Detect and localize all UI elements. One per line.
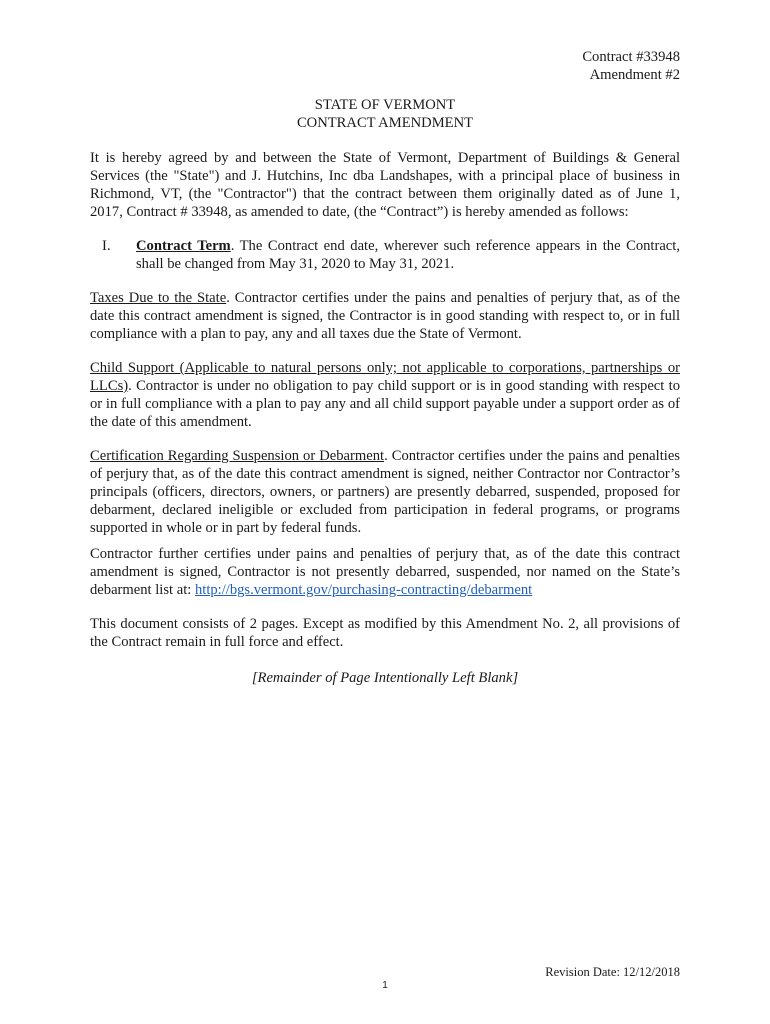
child-support-heading: Child Support (Applicable to natural persons only; not applicable to corporations, partnerships or LLCs) — [90, 360, 680, 394]
contract-number: Contract #33948 — [582, 49, 680, 65]
document-page — [90, 48, 680, 687]
page-number: 1 — [382, 980, 388, 991]
child-support-text: . Contractor is under no obligation to pay child support or is in good standing with respect to or in full compliance with a plan to pay any and all child support payable under a support order as of the date of this amendment. — [90, 378, 680, 430]
further-certification-paragraph — [90, 545, 680, 599]
revision-date: Revision Date: 12/12/2018 — [545, 965, 680, 979]
debarment-heading: Certification Regarding Suspension or Debarment — [90, 448, 385, 464]
taxes-text: . Contractor certifies under the pains and penalties of perjury that, as of the date this contract amendment is signed, the Contractor is in good standing with respect to, or in full compliance with a plan to pay, any and all taxes due the State of Vermont. — [90, 290, 680, 342]
item-heading: Contract Term — [136, 238, 231, 254]
remainder-note: [Remainder of Page Intentionally Left Blank] — [251, 670, 519, 686]
amendment-number: Amendment #2 — [589, 67, 680, 83]
document-title — [90, 96, 680, 132]
debarment-paragraph — [90, 447, 680, 537]
title-line-1: STATE OF VERMONT — [314, 97, 456, 113]
taxes-paragraph — [90, 289, 680, 343]
contract-reference — [90, 48, 680, 84]
debarment-list-link[interactable]: http://bgs.vermont.gov/purchasing-contracting/debarment — [194, 582, 533, 598]
debarment-text: . Contractor certifies under the pains and penalties of perjury that, as of the date this contract amendment is signed, neither Contractor nor Contractor’s principals (officers, directors, owners, or partners) are presently debarred, suspended, proposed for debarment, declared ineligible or excluded from participation in federal programs, or programs supported in whole or in part by federal funds. — [90, 448, 680, 536]
item-number: I. — [102, 238, 111, 254]
intro-paragraph: It is hereby agreed by and between the State of Vermont, Department of Buildings & General Services (the "State") and J. Hutchins, Inc dba Landshapes, with a principal place of business in Richmond, VT, (the "Contractor") that the contract between them originally dated as of June 1, 2017, Contract # 33948, as amended to date, (the “Contract”) is hereby amended as follows: — [90, 150, 680, 220]
pages-statement: This document consists of 2 pages. Except as modified by this Amendment No. 2, all provisions of the Contract remain in full force and effect. — [90, 616, 680, 650]
taxes-heading: Taxes Due to the State — [90, 290, 227, 306]
amendment-item — [90, 237, 680, 273]
child-support-paragraph — [90, 359, 680, 431]
item-text: . The Contract end date, wherever such reference appears in the Contract, shall be changed from May 31, 2020 to May 31, 2021. — [136, 238, 680, 272]
item-body — [136, 237, 680, 273]
further-text: Contractor further certifies under pains and penalties of perjury that, as of the date this contract amendment is signed, Contractor is not presently debarred, suspended, nor named on the State’s debarment list at: — [90, 546, 680, 598]
title-line-2: CONTRACT AMENDMENT — [296, 115, 474, 131]
